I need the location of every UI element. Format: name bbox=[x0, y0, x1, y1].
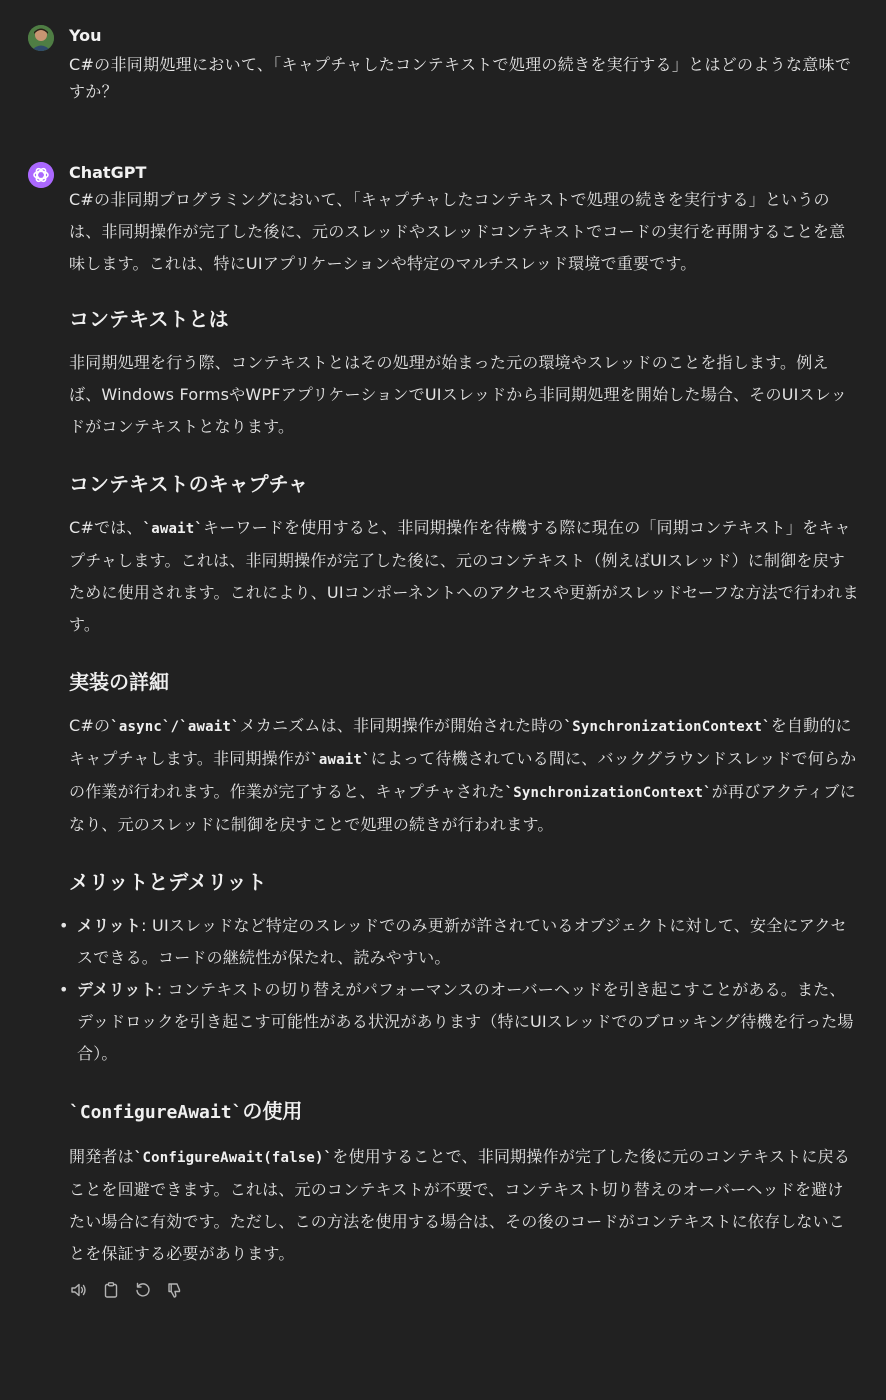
configure-await-heading-code: `ConfigureAwait` bbox=[69, 1102, 243, 1123]
capture-text-1: C#では、 bbox=[69, 518, 143, 537]
context-paragraph: 非同期処理を行う際、コンテキストとはその処理が始まった元の環境やスレッドのことを指します。例えば、Windows FormsやWPFアプリケーションでUIスレッドから非同期処理を開始した場合、そのUIスレッドがコンテキストとなります。 bbox=[69, 353, 847, 436]
configure-await-heading-text: の使用 bbox=[242, 1099, 303, 1123]
assistant-author-name: ChatGPT bbox=[69, 163, 147, 182]
capture-text-2: キーワードを使用すると、非同期操作を待機する際に現在の「同期コンテキスト」をキャプチャします。これは、非同期操作が完了した後に、元のコンテキスト（例えばUIスレッド）に制御を戻すために使用されます。これにより、UIコンポーネントへのアクセスや更新がスレッドセーフな方法で行われます。 bbox=[69, 518, 859, 634]
user-author-name: You bbox=[69, 26, 102, 45]
chatgpt-avatar bbox=[28, 162, 54, 188]
merits-list bbox=[59, 910, 859, 1070]
bad-response-button[interactable] bbox=[165, 1280, 185, 1300]
regenerate-icon bbox=[134, 1281, 152, 1299]
thumbs-down-icon bbox=[166, 1281, 184, 1299]
regenerate-button[interactable] bbox=[133, 1280, 153, 1300]
implementation-paragraph bbox=[69, 710, 859, 841]
openai-logo-icon bbox=[28, 162, 54, 188]
impl-text-4: によって待機されている間に、バックグラウンドスレッドで何らかの作業が行われます。作業が完了すると、キャプチャされた bbox=[69, 749, 857, 801]
merit-text: : UIスレッドなど特定のスレッドでのみ更新が許されているオブジェクトに対して、安全にアクセスできる。コードの継続性が保たれ、読みやすい。 bbox=[77, 916, 847, 967]
impl-text-5: が再びアクティブになり、元のスレッドに制御を戻すことで処理の続きが行われます。 bbox=[69, 782, 856, 834]
speaker-icon bbox=[70, 1281, 88, 1299]
async-await-code: `async`/`await` bbox=[110, 719, 240, 735]
sync-context-code: `SynchronizationContext` bbox=[563, 719, 771, 735]
read-aloud-button[interactable] bbox=[69, 1280, 89, 1300]
impl-text-3: を自動的にキャプチャします。非同期操作が bbox=[69, 716, 852, 768]
await-code-2: `await` bbox=[310, 752, 371, 768]
user-message-text: C#の非同期処理において、「キャプチャしたコンテキストで処理の続きを実行する」とはどのような意味ですか？ bbox=[69, 55, 852, 101]
demerit-text: : コンテキストの切り替えがパフォーマンスのオーバーヘッドを引き起こすことがある。また、デッドロックを引き起こす可能性がある状況があります（特にUIスレッドでのブロッキング待機を行った場合）。 bbox=[77, 980, 854, 1063]
list-item bbox=[59, 974, 859, 1070]
merit-label: メリット bbox=[77, 916, 142, 935]
sync-context-code-2: `SynchronizationContext` bbox=[504, 785, 712, 801]
user-avatar bbox=[28, 25, 54, 51]
configure-await-false-code: `ConfigureAwait(false)` bbox=[133, 1150, 333, 1166]
await-code: `await` bbox=[142, 521, 203, 537]
copy-icon bbox=[102, 1281, 120, 1299]
bullet-dot: • bbox=[59, 980, 69, 999]
list-item bbox=[59, 910, 859, 974]
impl-text-2: メカニズムは、非同期操作が開始された時の bbox=[239, 716, 564, 735]
assistant-intro-paragraph: C#の非同期プログラミングにおいて、「キャプチャしたコンテキストで処理の続きを実行する」というのは、非同期操作が完了した後に、元のスレッドやスレッドコンテキストでコードの実行を再開することを意味します。これは、特にUIアプリケーションや特定のマルチスレッド環境で重要です。 bbox=[69, 190, 846, 273]
configure-await-paragraph bbox=[69, 1141, 859, 1270]
configure-text-1: 開発者は bbox=[69, 1147, 134, 1166]
heading-configure-await bbox=[69, 1097, 859, 1127]
bullet-dot: • bbox=[59, 916, 69, 935]
demerit-label: デメリット bbox=[77, 980, 157, 999]
impl-text-1: C#の bbox=[69, 716, 111, 735]
capture-paragraph bbox=[69, 512, 859, 641]
heading-merits: メリットとデメリット bbox=[69, 870, 267, 894]
heading-context: コンテキストとは bbox=[69, 307, 229, 331]
message-actions bbox=[69, 1280, 859, 1300]
configure-text-2: を使用することで、非同期操作が完了した後に元のコンテキストに戻ることを回避できます。これは、元のコンテキストが不要で、コンテキスト切り替えのオーバーヘッドを避けたい場合に有効です。ただし、この方法を使用する場合は、その後のコードがコンテキストに依存しないことを保証する必要があります。 bbox=[69, 1147, 851, 1263]
copy-button[interactable] bbox=[101, 1280, 121, 1300]
heading-implementation: 実装の詳細 bbox=[69, 670, 169, 694]
heading-capture: コンテキストのキャプチャ bbox=[69, 472, 308, 496]
